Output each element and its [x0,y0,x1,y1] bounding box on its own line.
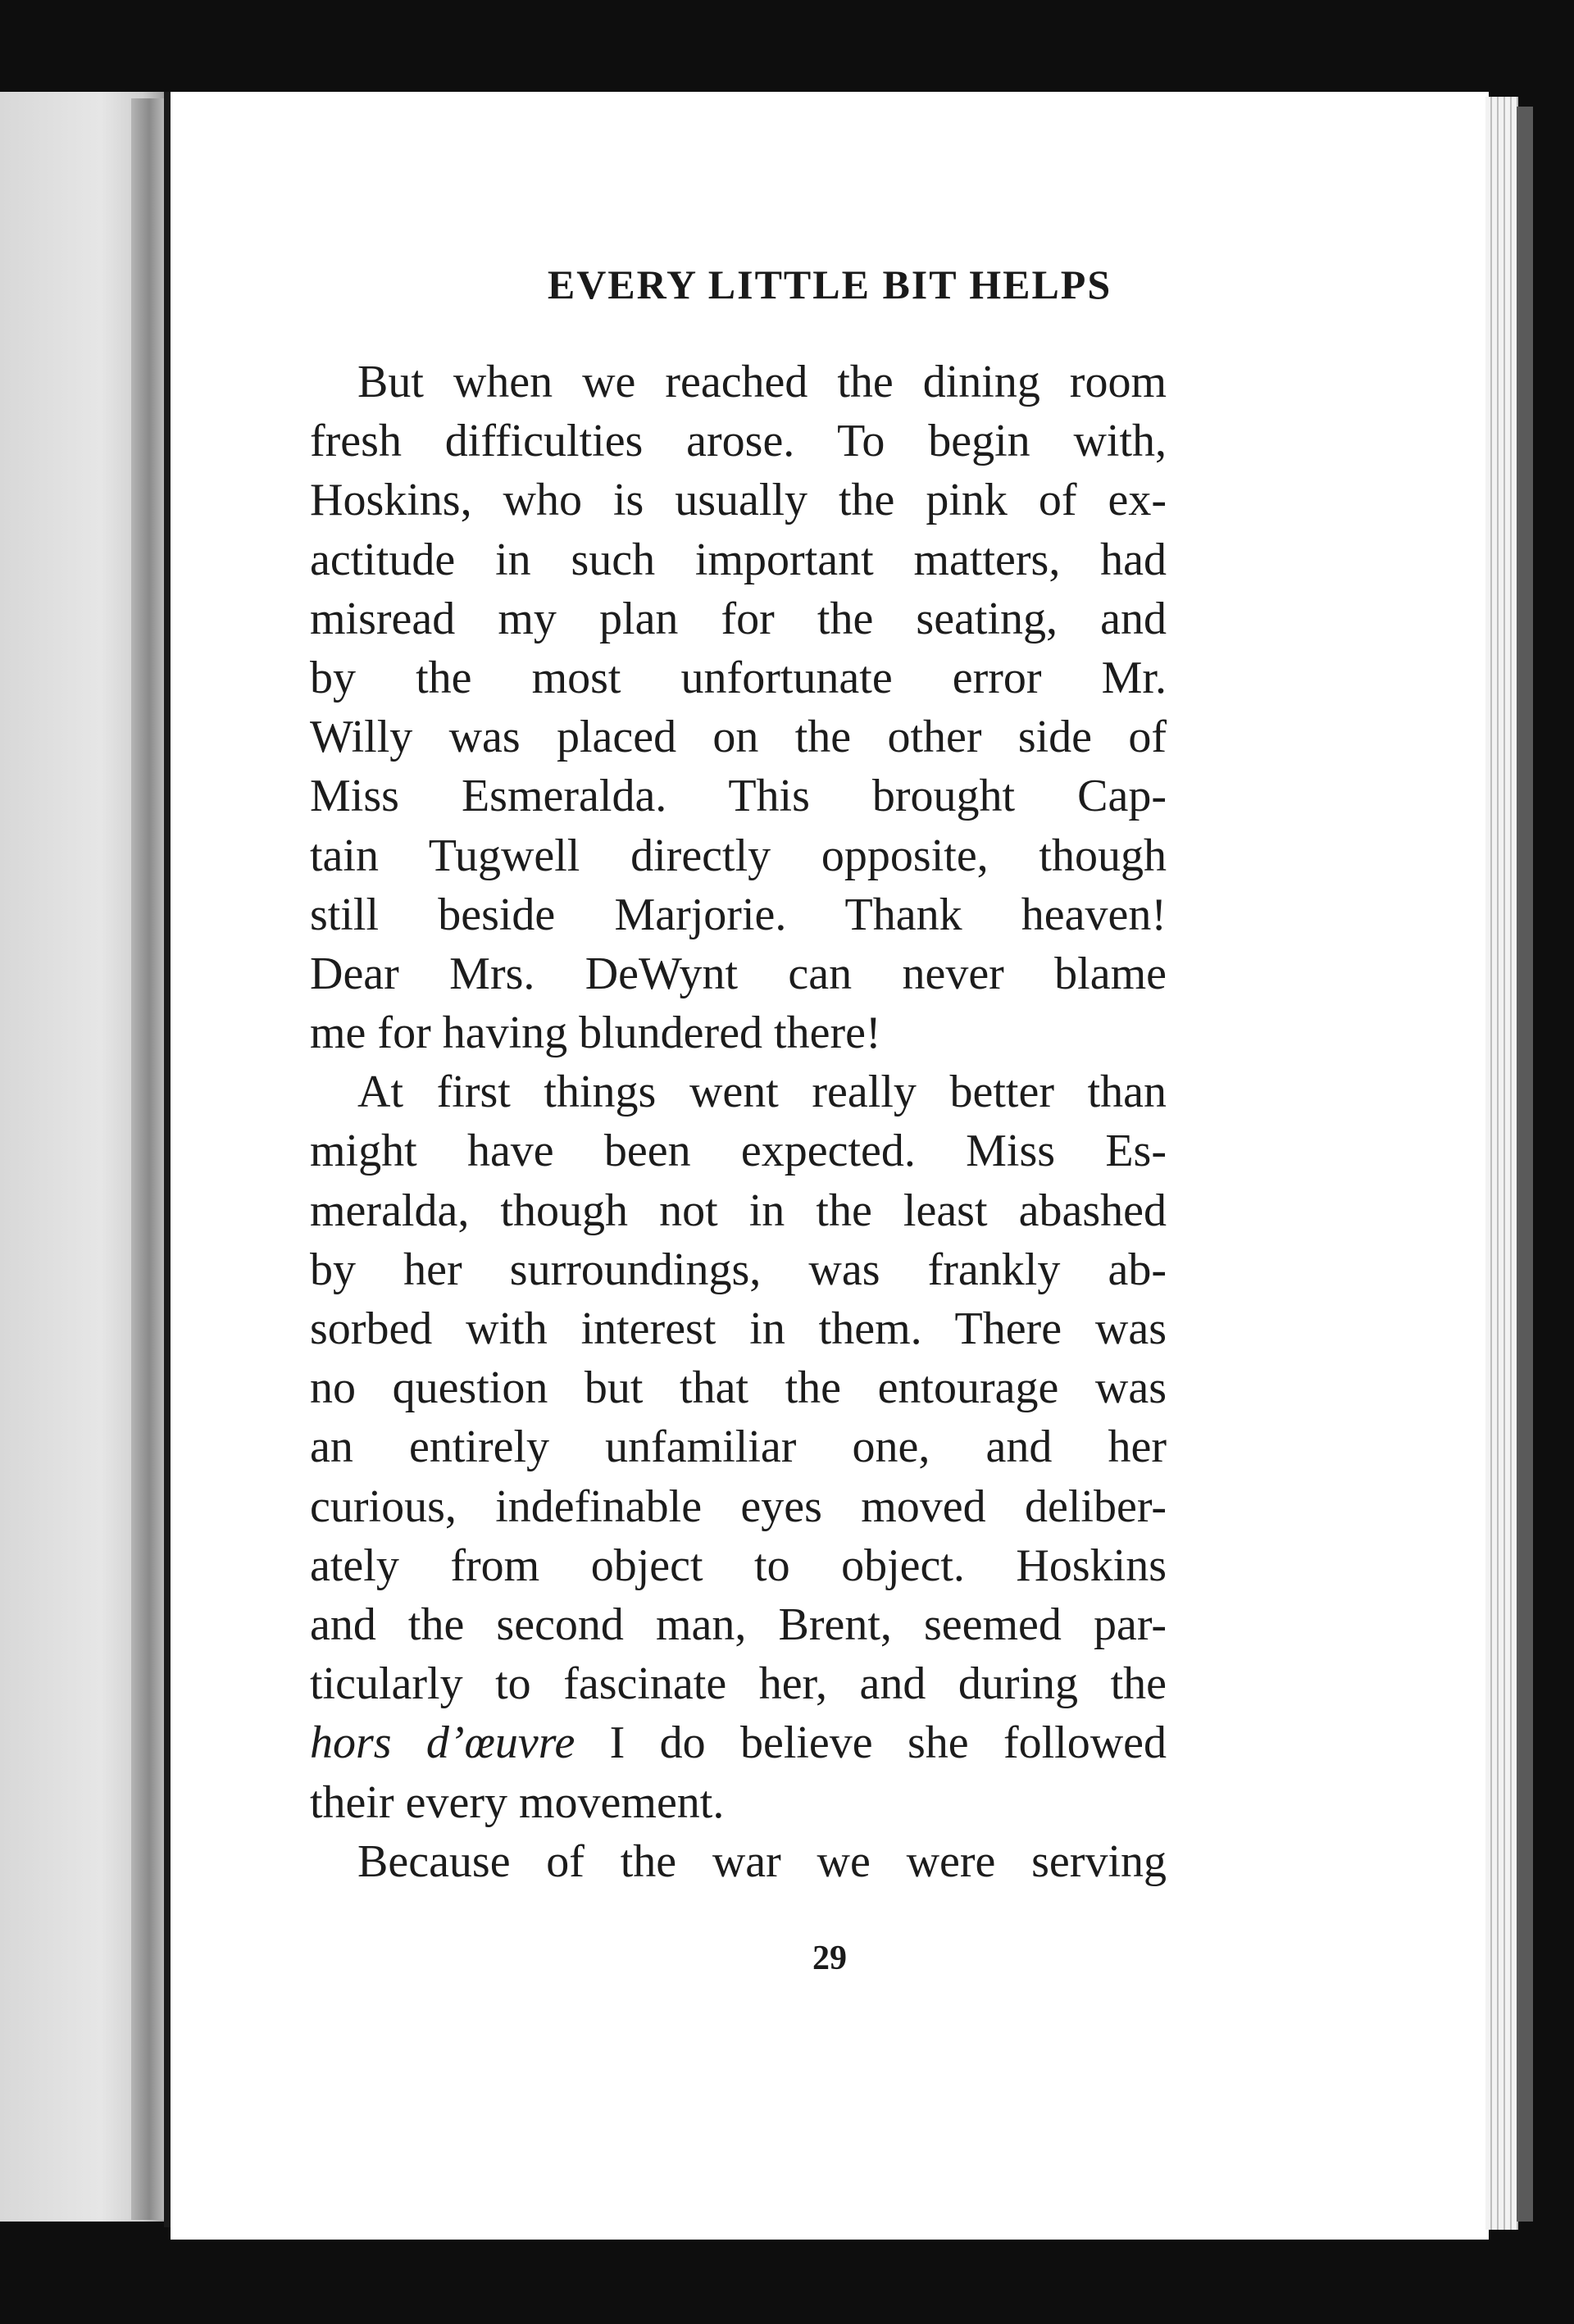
paragraph [310,352,1167,1062]
text-line: and the second man, Brent, seemed par- [310,1599,1167,1650]
text-line: misread my plan for the seating, and [310,593,1167,644]
text-line: no question but that the entourage was [310,1362,1167,1414]
page-edge-shadow [1517,107,1533,2222]
text-line: meralda, though not in the least abashed [310,1185,1167,1236]
text-line-italic [310,1713,1167,1772]
page-number: 29 [812,1940,847,1977]
text-line: ticularly to fascinate her, and during the [310,1658,1167,1710]
text-line: me for having blundered there! [310,1007,881,1059]
text-line: curious, indefinable eyes moved deliber- [310,1480,1167,1532]
text-line: by her surroundings, was frankly ab- [310,1244,1167,1295]
text-line: Willy was placed on the other side of [310,712,1167,763]
body-text [310,352,1167,1891]
text-line: still beside Marjorie. Thank heaven! [310,889,1167,940]
text-line: an entirely unfamiliar one, and her [310,1421,1167,1473]
running-head: EVERY LITTLE BIT HELPS [547,262,1112,307]
italic-phrase: hors d’œuvre [310,1717,575,1769]
text-line: sorbed with interest in them. There was [310,1303,1167,1354]
paragraph [310,1062,1167,1831]
text-line: might have been expected. Miss Es- [310,1126,1167,1177]
text-line: Because of the war we were serving [357,1835,1167,1887]
text-line: ately from object to object. Hoskins [310,1539,1167,1591]
left-page-edge [131,98,167,2220]
text-line: But when we reached the dining room [357,357,1167,407]
paragraph [310,1832,1167,1891]
text-line: Dear Mrs. DeWynt can never blame [310,948,1167,999]
text-line: actitude in such important matters, had [310,534,1167,585]
text-line: Miss Esmeralda. This brought Cap- [310,771,1167,822]
text-line-rest: I do believe she followed [575,1717,1167,1769]
text-line: At first things went really better than [357,1066,1167,1118]
text-line: tain Tugwell directly opposite, though [310,830,1167,881]
text-line: fresh difficulties arose. To begin with, [310,416,1167,467]
text-line: their every movement. [310,1776,725,1828]
text-line: Hoskins, who is usually the pink of ex- [310,475,1167,526]
text-line: by the most unfortunate error Mr. [310,652,1167,703]
page-edge-leaves [1485,97,1518,2230]
